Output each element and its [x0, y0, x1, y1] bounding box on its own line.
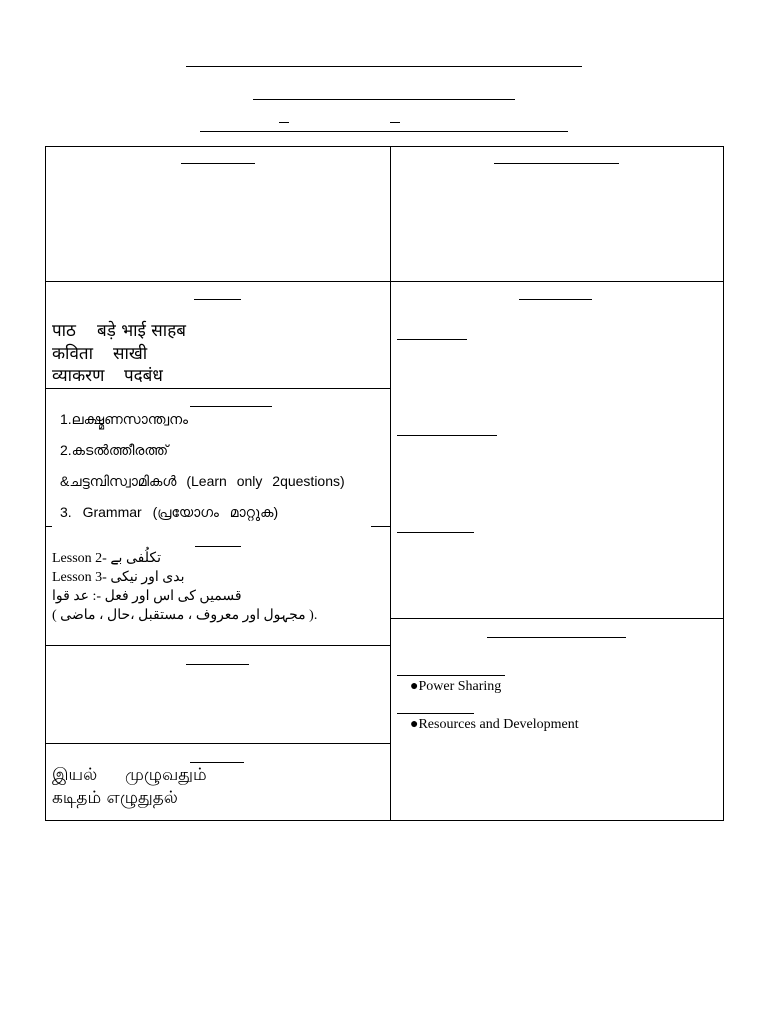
title-underline-2	[253, 99, 515, 100]
tamil-line-1-label: இயல்	[52, 765, 98, 785]
malayalam-line-2: 2.കടൽത്തീരത്ത്	[60, 442, 169, 458]
right-cell-2-subheading-underline-3	[397, 532, 474, 533]
right-row-divider-1	[390, 281, 723, 282]
left-row-divider-2	[45, 388, 390, 389]
tamil-line-2: கடிதம் எழுதுதல்	[52, 788, 178, 808]
malayalam-line-3: &ചട്ടമ്പിസ്വാമികൾ (Learn only 2questions)	[60, 473, 345, 489]
urdu-line-4: ( ماضی ، حال، مستقبل ، معروف اور مجہول ).	[52, 608, 318, 623]
right-cell-2-subheading-underline-1	[397, 339, 467, 340]
hindi-line-3-value: पदबंध	[124, 366, 163, 386]
left-cell-5-heading-underline	[186, 664, 249, 665]
hindi-line-1-value: बड़े भाई साहब	[97, 321, 186, 341]
left-cell-4-heading-underline	[195, 546, 241, 547]
title-dash-2	[390, 122, 400, 123]
tamil-line-1-value: முழுவதும்	[125, 765, 207, 785]
urdu-line-2: Lesson 3- نیکی اور بدی	[52, 570, 185, 585]
malayalam-line-4: 3. Grammar (പ്രയോഗം മാറ്റുക)	[60, 504, 279, 520]
right-row-divider-2	[390, 618, 723, 619]
list-item: ●Resources and Development	[410, 717, 579, 732]
right-cell-3-subheading-underline-2	[397, 713, 474, 714]
malayalam-line-1: 1.ലക്ഷ്മണസാന്ത്വനം	[60, 411, 189, 427]
left-cell-3-heading-underline	[190, 406, 272, 407]
right-cell-3-heading-underline	[487, 637, 626, 638]
title-dash-1	[279, 122, 289, 123]
right-cell-2-subheading-underline-2	[397, 435, 497, 436]
urdu-line-1: Lesson 2- بے تکلُفی	[52, 551, 161, 566]
hindi-line-2-value: साखी	[113, 344, 148, 364]
right-cell-2-heading-underline	[519, 299, 592, 300]
left-row-divider-stub-left	[45, 526, 52, 527]
left-row-divider-stub-right	[371, 526, 390, 527]
left-cell-6-heading-underline	[190, 762, 244, 763]
hindi-line-3-label: व्याकरण	[52, 366, 105, 386]
title-underline-1	[186, 66, 582, 67]
hindi-line-1-label: पाठ	[52, 321, 76, 341]
list-item: ●Power Sharing	[410, 679, 502, 694]
title-underline-3	[200, 131, 568, 132]
left-cell-2-heading-underline	[194, 299, 241, 300]
right-cell-1-heading-underline	[494, 163, 619, 164]
table-column-divider	[390, 146, 391, 820]
right-cell-3-subheading-underline-1	[397, 675, 505, 676]
hindi-line-2-label: कविता	[52, 344, 94, 364]
left-cell-1-heading-underline	[181, 163, 255, 164]
urdu-line-3: قوا عد :- فعل اور اس کی قسمیں	[52, 589, 242, 604]
left-row-divider-4	[45, 743, 390, 744]
left-row-divider-3	[45, 645, 390, 646]
left-row-divider-1	[45, 281, 390, 282]
